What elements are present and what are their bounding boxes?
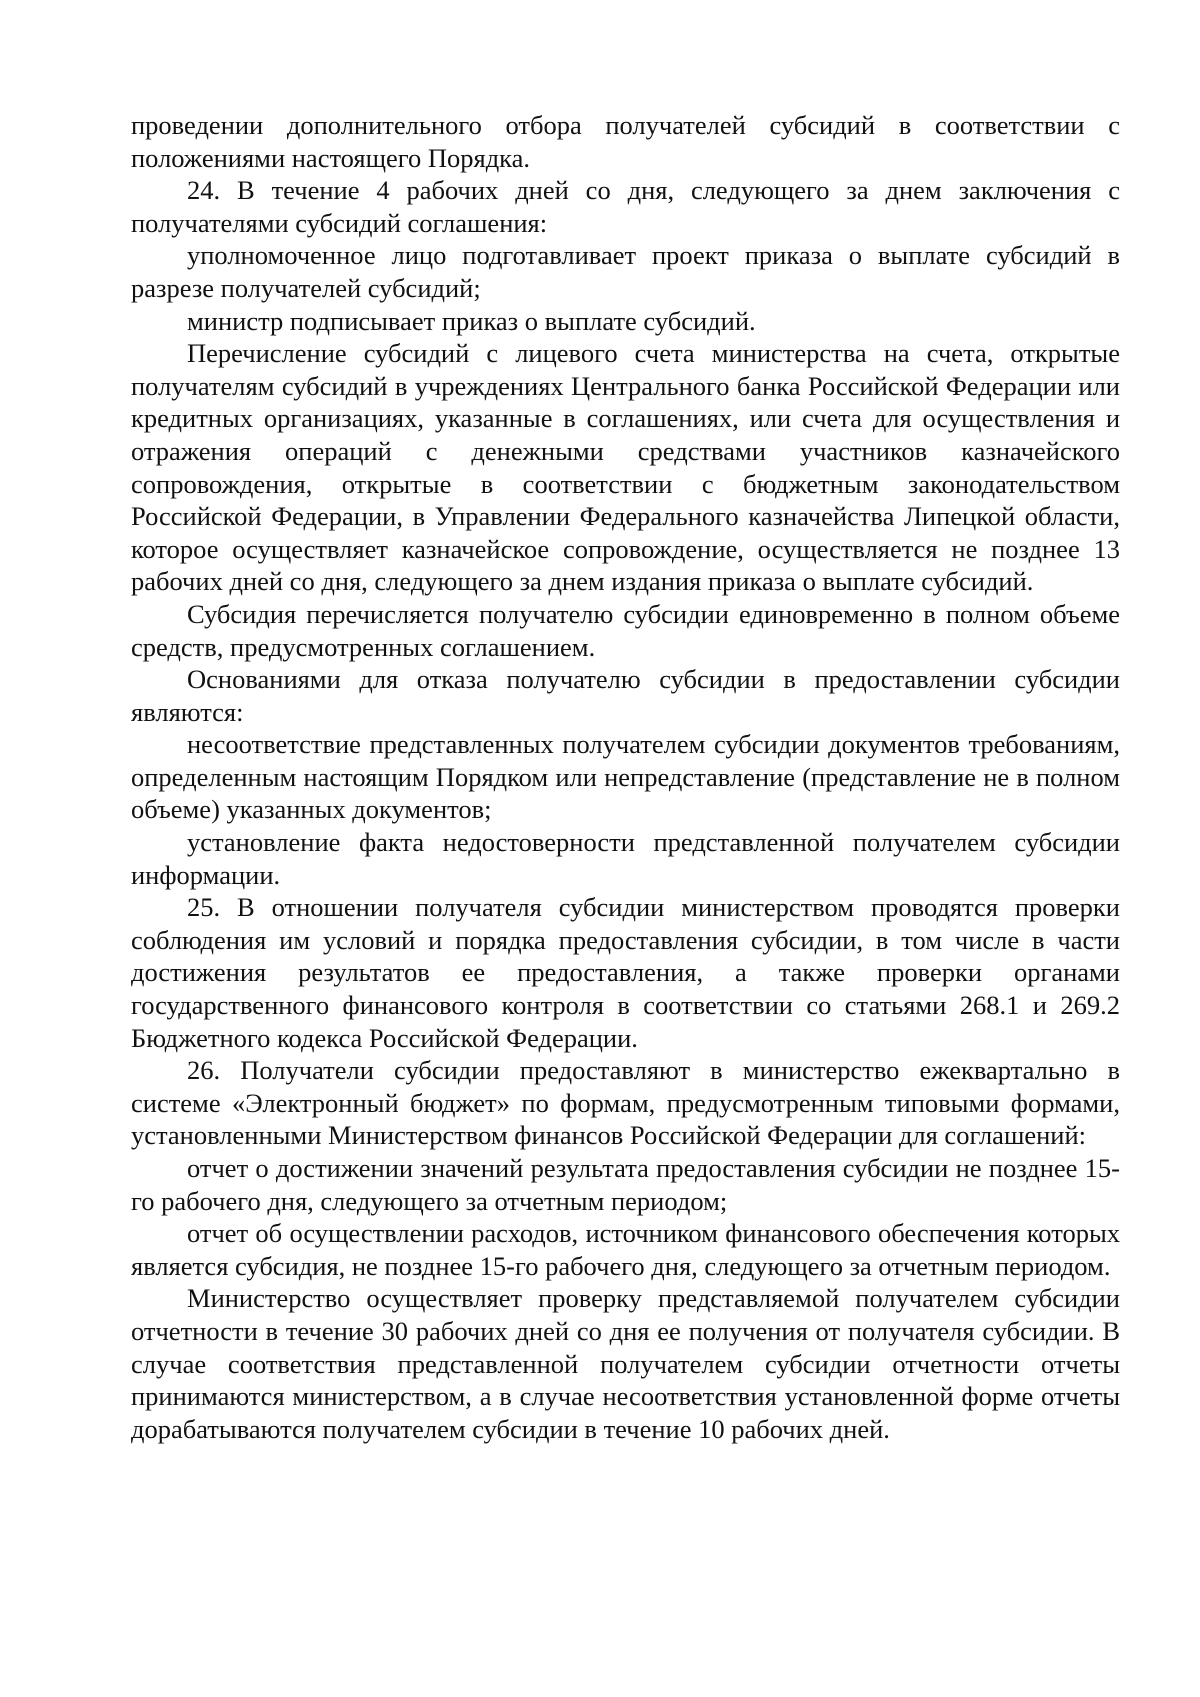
document-page xyxy=(131,109,1120,1445)
paragraph-transfer: Перечисление субсидий с лицевого счета министерства на счета, открытые получателям субсидий в учреждениях Центрального банка Российской Федерации или кредитных организациях, указанные в соглашениях, или счета для осуществления и отражения операций с денежными средствами участников казначейского сопровождения, открытые в соответствии с бюджетным законодательством Российской Федерации, в Управлении Федерального казначейства Липецкой области, которое осуществляет казначейское сопровождение, осуществляется не позднее 13 рабочих дней со дня, следующего за днем издания приказа о выплате субсидий. xyxy=(131,338,1120,597)
paragraph-report-results: отчет о достижении значений результата предоставления субсидии не позднее 15-го рабочего дня, следующего за отчетным периодом; xyxy=(131,1153,1120,1216)
paragraph-ministry-check: Министерство осуществляет проверку представляемой получателем субсидии отчетности в течение 30 рабочих дней со дня ее получения от получателя субсидии. В случае соответствия представленной получателем субсидии отчетности отчеты принимаются министерством, а в случае несоответствия установленной форме отчеты дорабатываются получателем субсидии в течение 10 рабочих дней. xyxy=(131,1283,1120,1444)
paragraph-minister-signs: министр подписывает приказ о выплате субсидий. xyxy=(187,305,756,336)
paragraph-item-25: 25. В отношении получателя субсидии министерством проводятся проверки соблюдения им условий и порядка предоставления субсидии, в том числе в части достижения результатов ее предоставления, а также проверки органами государственного финансового контроля в соответствии со статьями 268.1 и 269.2 Бюджетного кодекса Российской Федерации. xyxy=(131,892,1120,1053)
paragraph-authorized-person: уполномоченное лицо подготавливает проект приказа о выплате субсидий в разрезе получателей субсидий; xyxy=(131,240,1120,303)
paragraph-item-26: 26. Получатели субсидии предоставляют в министерство ежеквартально в системе «Электронный бюджет» по формам, предусмотренным типовыми формами, установленными Министерством финансов Российской Федерации для соглашений: xyxy=(131,1055,1120,1151)
paragraph-lump-sum: Субсидия перечисляется получателю субсидии единовременно в полном объеме средств, предусмотренных соглашением. xyxy=(131,598,1120,662)
paragraph-refusal-grounds: Основаниями для отказа получателю субсидии в предоставлении субсидии являются: xyxy=(131,664,1120,727)
paragraph-report-expenses: отчет об осуществлении расходов, источником финансового обеспечения которых является субсидия, не позднее 15-го рабочего дня, следующего за отчетным периодом. xyxy=(131,1218,1120,1281)
paragraph-continuation: проведении дополнительного отбора получателей субсидий в соответствии с положениями настоящего Порядка. xyxy=(131,110,1120,173)
paragraph-false-info: установление факта недостоверности представленной получателем субсидии информации. xyxy=(131,827,1120,890)
paragraph-noncompliance: несоответствие представленных получателем субсидии документов требованиям, определенным настоящим Порядком или непредставление (представление не в полном объеме) указанных документов; xyxy=(131,729,1120,825)
paragraph-item-24: 24. В течение 4 рабочих дней со дня, следующего за днем заключения с получателями субсидий соглашения: xyxy=(131,175,1120,238)
